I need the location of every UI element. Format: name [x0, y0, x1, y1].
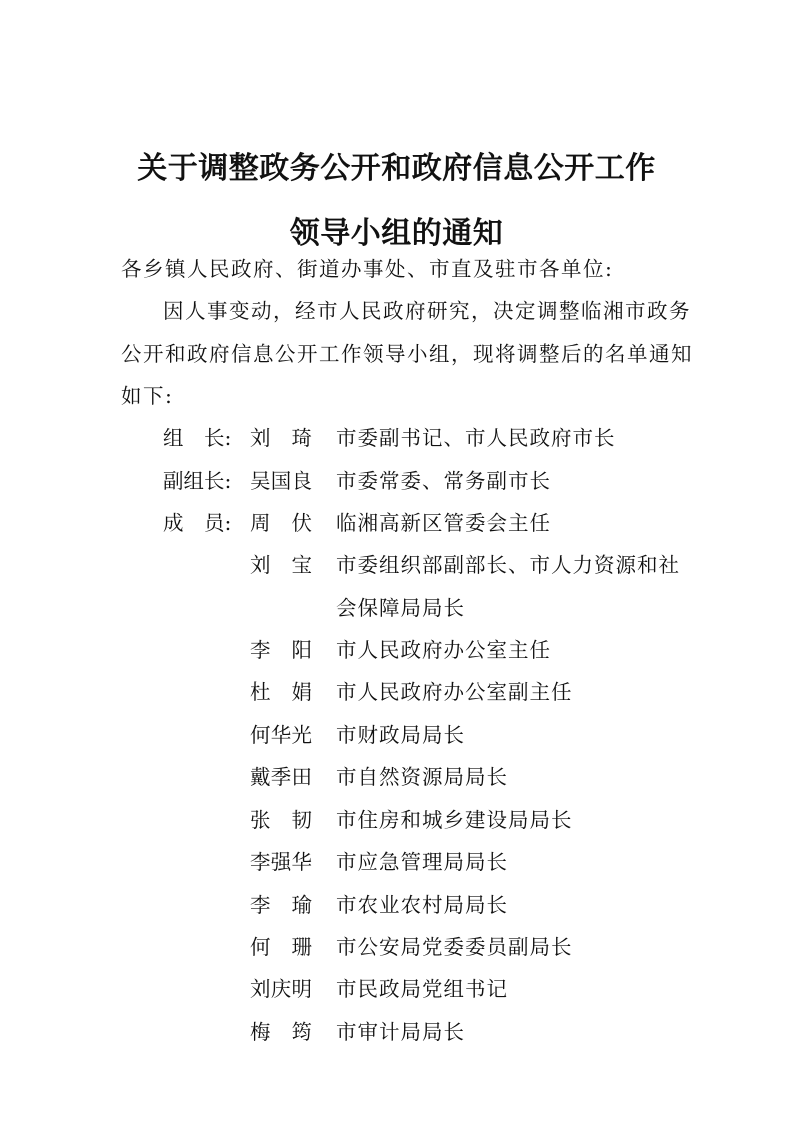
body-line-3: 如下:: [121, 384, 174, 408]
member-title-continued: 会保障局局长: [336, 596, 465, 620]
member-role: 成 员:: [163, 511, 232, 535]
member-name: 李 瑜: [250, 893, 312, 917]
member-title: 市住房和城乡建设局局长: [336, 808, 573, 832]
body-line-1: 因人事变动，经市人民政府研究，决定调整临湘市政务: [163, 299, 691, 323]
member-name: 何 珊: [250, 935, 312, 959]
member-title: 市人民政府办公室主任: [336, 638, 551, 662]
member-name: 李强华: [250, 850, 312, 874]
member-title: 市审计局局长: [336, 1020, 465, 1044]
member-name: 李 阳: [250, 638, 312, 662]
member-name: 张 韧: [250, 808, 312, 832]
member-name: 何华光: [250, 723, 312, 747]
member-title: 市委副书记、市人民政府市长: [336, 426, 616, 450]
member-name: 刘 宝: [250, 553, 312, 577]
member-title: 市人民政府办公室副主任: [336, 680, 573, 704]
member-role: 组 长:: [163, 426, 232, 450]
member-title: 市农业农村局局长: [336, 893, 508, 917]
member-name: 刘 琦: [250, 426, 312, 450]
member-name: 戴季田: [250, 765, 312, 789]
body-line-2: 公开和政府信息公开工作领导小组，现将调整后的名单通知: [121, 342, 693, 366]
member-title: 市委常委、常务副市长: [336, 469, 551, 493]
document-title-line-2: 领导小组的通知: [289, 216, 504, 252]
member-name: 周 伏: [250, 511, 312, 535]
member-title: 市民政局党组书记: [336, 977, 508, 1001]
member-title: 市应急管理局局长: [336, 850, 508, 874]
salutation: 各乡镇人民政府、街道办事处、市直及驻市各单位:: [121, 257, 614, 281]
member-title: 市自然资源局局长: [336, 765, 508, 789]
member-title: 市委组织部副部长、市人力资源和社: [336, 553, 680, 577]
member-name: 刘庆明: [250, 977, 312, 1001]
member-name: 梅 筠: [250, 1020, 312, 1044]
document-title-line-1: 关于调整政务公开和政府信息公开工作: [137, 151, 656, 187]
member-role: 副组长:: [163, 469, 232, 493]
member-title: 市财政局局长: [336, 723, 465, 747]
member-title: 临湘高新区管委会主任: [336, 511, 551, 535]
member-title: 市公安局党委委员副局长: [336, 935, 573, 959]
member-name: 杜 娟: [250, 680, 312, 704]
member-name: 吴国良: [250, 469, 312, 493]
